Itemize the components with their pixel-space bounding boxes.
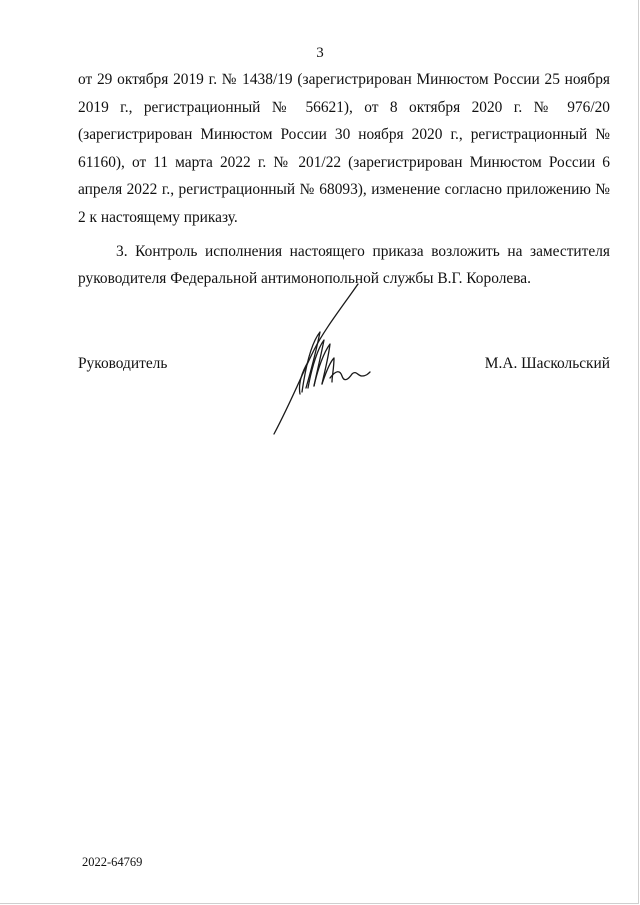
page-number: 3: [316, 45, 324, 61]
document-body: [78, 66, 610, 293]
signatory-role: Руководитель: [78, 355, 168, 372]
signatory-name: М.А. Шаскольский: [484, 355, 610, 372]
handwritten-signature: [262, 282, 374, 442]
document-registration-number: 2022-64769: [82, 855, 143, 869]
paragraph-control-clause: 3. Контроль исполнения настоящего приказа возложить на заместителя руководителя Федеральной антимонопольной службы В.Г. Королева.: [78, 242, 610, 288]
paragraph-continuation: от 29 октября 2019 г. № 1438/19 (зарегистрирован Минюстом России 25 ноября 2019 г., регистрационный № 56621), от 8 октября 2020 г. № 976/20 (зарегистрирован Минюстом России 30 ноября 2020 г., регистрационный № 61160), от 11 марта 2022 г. № 201/22 (зарегистрирован Минюстом России 6 апреля 2022 г., регистрационный № 68093), изменение согласно приложению № 2 к настоящему приказу.: [78, 71, 610, 226]
